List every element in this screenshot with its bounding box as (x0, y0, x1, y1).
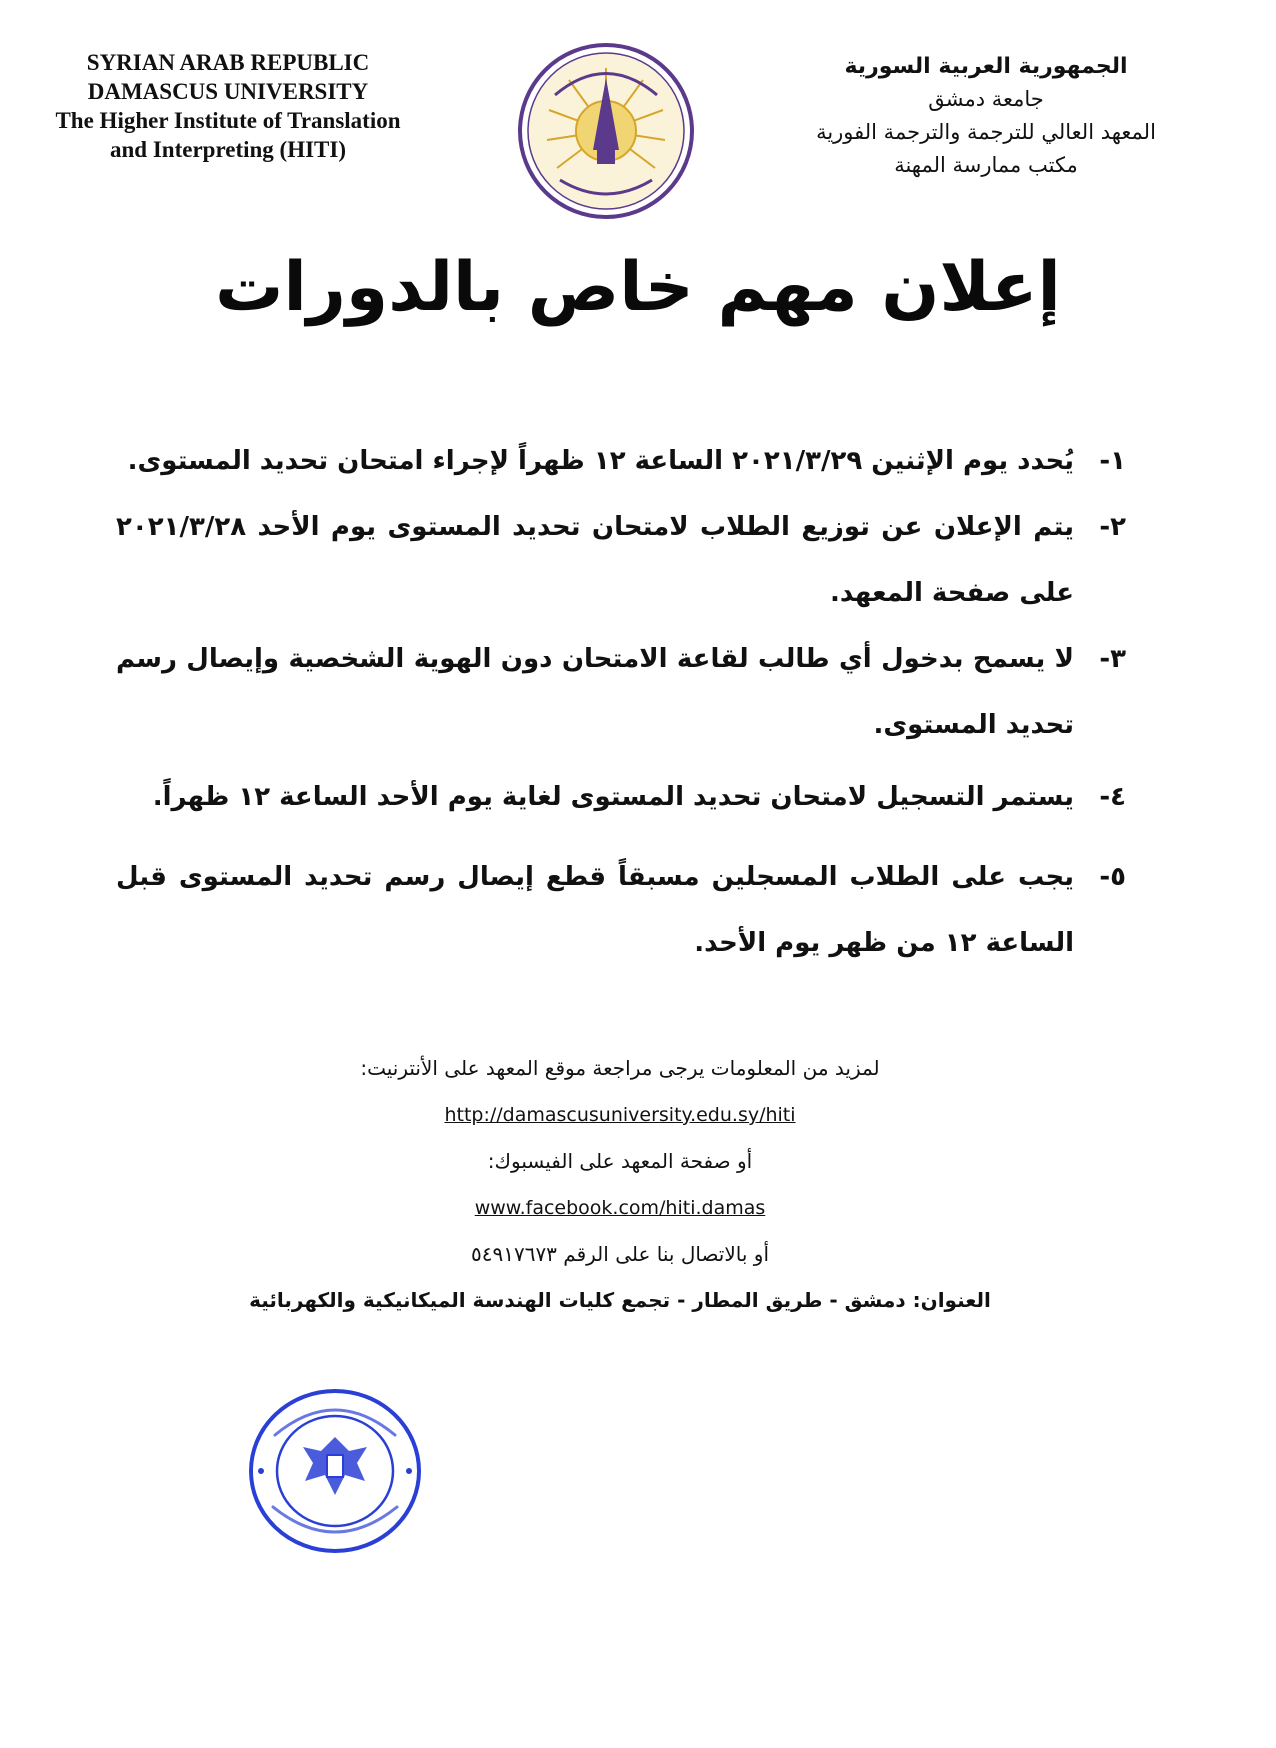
header-en-line-1: SYRIAN ARAB REPUBLIC (86, 50, 370, 75)
header-ar-line-2: جامعة دمشق (928, 87, 1044, 111)
address-line: العنوان: دمشق - طريق المطار - تجمع كليات الهندسة الميكانيكية والكهربائية (249, 1288, 991, 1312)
item-text: يستمر التسجيل لامتحان تحديد المستوى لغاية يوم الأحد الساعة ١٢ ظهراً. (152, 782, 1074, 812)
website-link[interactable]: http://damascusuniversity.edu.sy/hiti (444, 1104, 796, 1126)
facebook-link[interactable]: www.facebook.com/hiti.damas (474, 1197, 766, 1219)
list-item (116, 764, 1126, 830)
header-en-line-3: The Higher Institute of Translation (55, 108, 401, 133)
announcement-title: إعلان مهم خاص بالدورات (215, 248, 1061, 327)
header-en-line-2: DAMASCUS UNIVERSITY (87, 79, 369, 104)
more-info-text: لمزيد من المعلومات يرجى مراجعة موقع المعهد على الأنترنيت: (360, 1056, 880, 1080)
item-number: ١- (1099, 446, 1126, 476)
item-text: يجب على الطلاب المسجلين مسبقاً قطع إيصال رسم تحديد المستوى قبل الساعة ١٢ من ظهر يوم الأحد. (116, 862, 1074, 958)
item-text: يتم الإعلان عن توزيع الطلاب لامتحان تحديد المستوى يوم الأحد ٢٠٢١/٣/٢٨ على صفحة المعهد. (116, 512, 1074, 608)
item-number: ٥- (1099, 862, 1126, 892)
header-arabic (766, 50, 1206, 182)
item-number: ٣- (1099, 644, 1126, 674)
header-en-line-4: and Interpreting (HITI) (110, 137, 346, 162)
item-number: ٤- (1099, 782, 1126, 812)
list-item (116, 428, 1126, 494)
item-number: ٢- (1099, 512, 1126, 542)
item-text: لا يسمح بدخول أي طالب لقاعة الامتحان دون الهوية الشخصية وإيصال رسم تحديد المستوى. (116, 644, 1074, 740)
list-item (116, 626, 1126, 758)
header-ar-line-1: الجمهورية العربية السورية (844, 54, 1128, 79)
facebook-label: أو صفحة المعهد على الفيسبوك: (487, 1149, 753, 1173)
header-english (18, 48, 438, 164)
phone-line: أو بالاتصال بنا على الرقم ٥٤٩١٧٦٧٣ (470, 1242, 770, 1266)
official-stamp (245, 1385, 425, 1557)
contact-footer (200, 1045, 1040, 1323)
header-ar-line-3: المعهد العالي للترجمة والترجمة الفورية (816, 120, 1156, 144)
list-item (116, 494, 1126, 626)
list-item (116, 844, 1126, 976)
announcement-items (116, 428, 1126, 976)
item-text: يُحدد يوم الإثنين ٢٠٢١/٣/٢٩ الساعة ١٢ ظهراً لإجراء امتحان تحديد المستوى. (127, 446, 1074, 476)
header-ar-line-4: مكتب ممارسة المهنة (894, 153, 1078, 177)
university-logo (515, 40, 697, 222)
